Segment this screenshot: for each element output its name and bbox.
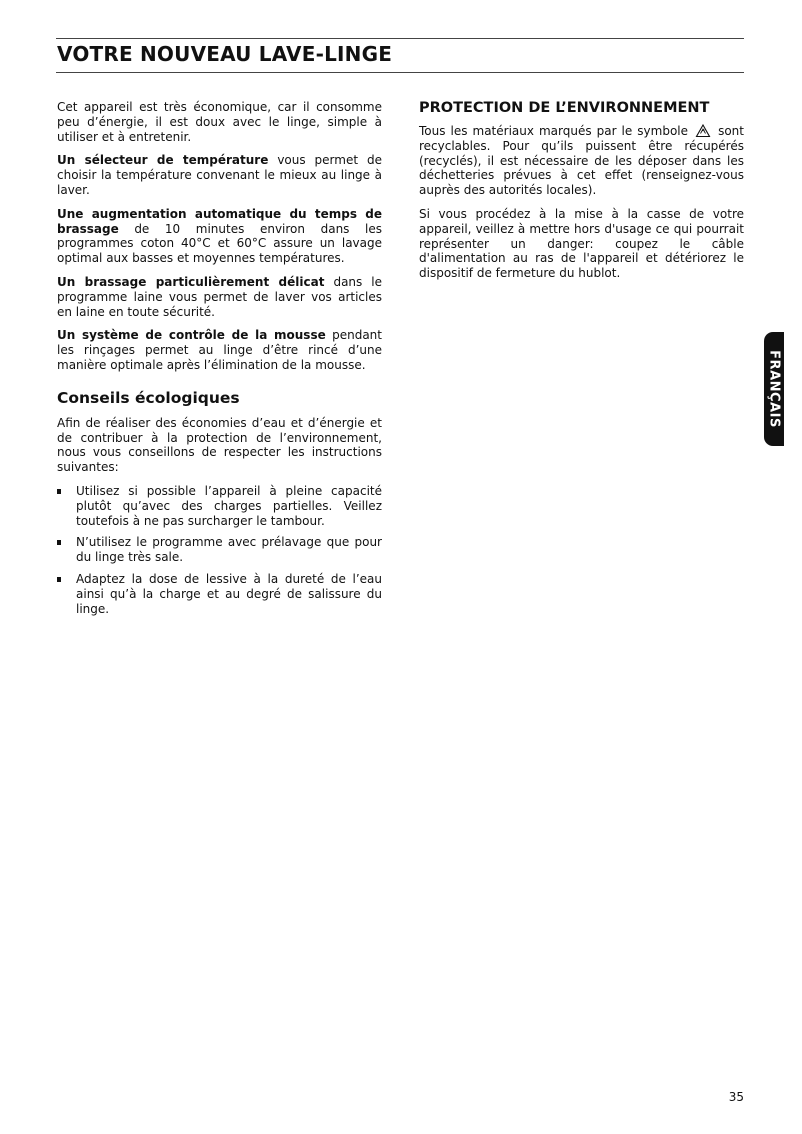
environment-heading: PROTECTION DE L’ENVIRONNEMENT: [419, 100, 710, 116]
list-item: [57, 572, 382, 616]
square-bullet-icon: [57, 489, 61, 494]
list-item: [57, 484, 382, 528]
recycling-text-start: Tous les matériaux marqués par le symbole: [419, 124, 689, 138]
page-title: VOTRE NOUVEAU LAVE-LINGE: [57, 42, 393, 66]
feature-paragraph: [57, 207, 382, 266]
feature-paragraph: [57, 275, 382, 319]
list-item-text: Utilisez si possible l’appareil à pleine capacité plutôt qu’avec des charges partielles. Veillez toutefois à ne pas surcharger le tambour.: [76, 483, 382, 528]
list-item-text: N’utilisez le programme avec prélavage que pour du linge très sale.: [76, 535, 382, 565]
left-column: [57, 100, 382, 623]
feature-paragraph: [57, 328, 382, 372]
feature-text: dans le programme laine vous permet de laver vos articles en laine en toute sécurité.: [57, 274, 382, 319]
eco-heading: Conseils écologiques: [57, 388, 240, 407]
top-rule: [56, 38, 744, 39]
feature-title: Un système de contrôle de la mousse: [57, 328, 326, 343]
recycle-symbol-icon: [695, 124, 711, 138]
language-tab: [764, 332, 784, 446]
feature-paragraph: [57, 153, 382, 197]
page-number: 35: [728, 1090, 744, 1104]
feature-text: vous permet de choisir la température convenant le mieux au linge à laver.: [57, 153, 382, 197]
intro-paragraph: Cet appareil est très économique, car il consomme peu d’énergie, il est doux avec le linge, simple à utiliser et à entretenir.: [57, 100, 382, 144]
feature-title: Une augmentation automatique du temps de brassage: [57, 206, 382, 236]
eco-intro-paragraph: Afin de réaliser des économies d’eau et d’énergie et de contribuer à la protection de l’environnement, nous vous conseillons de respecter les instructions suivantes:: [57, 415, 382, 475]
square-bullet-icon: [57, 540, 61, 545]
list-item: [57, 535, 382, 565]
square-bullet-icon: [57, 577, 61, 582]
feature-title: Un sélecteur de température: [57, 153, 269, 168]
feature-title: Un brassage particulièrement délicat: [57, 274, 325, 289]
recycling-paragraph: [419, 124, 744, 198]
eco-tips-list: [57, 484, 382, 616]
list-item-text: Adaptez la dose de lessive à la dureté de l’eau ainsi qu’à la charge et au degré de salissure du linge.: [76, 571, 382, 616]
recycling-text-end: sont recyclables. Pour qu’ils puissent être récupérés (recyclés), il est nécessaire de les déposer dans les déchetteries prévues à cet effet (renseignez-vous auprès des autorités locales).: [419, 124, 744, 198]
feature-text: de 10 minutes environ dans les programmes coton 40°C et 60°C assure un lavage optimal aux basses et moyennes températures.: [57, 221, 382, 266]
title-underline-rule: [56, 72, 744, 73]
feature-text: pendant les rinçages permet au linge d’être rincé d’une manière optimale après l’élimination de la mousse.: [57, 328, 382, 372]
right-column: [419, 100, 744, 290]
language-tab-label: FRANÇAIS: [766, 350, 782, 428]
disposal-paragraph: Si vous procédez à la mise à la casse de votre appareil, veillez à mettre hors d'usage ce qui pourrait représenter un danger: coupez le câble d'alimentation au ras de l'appareil et détériorez le dispositif de fermeture du hublot.: [419, 206, 744, 281]
